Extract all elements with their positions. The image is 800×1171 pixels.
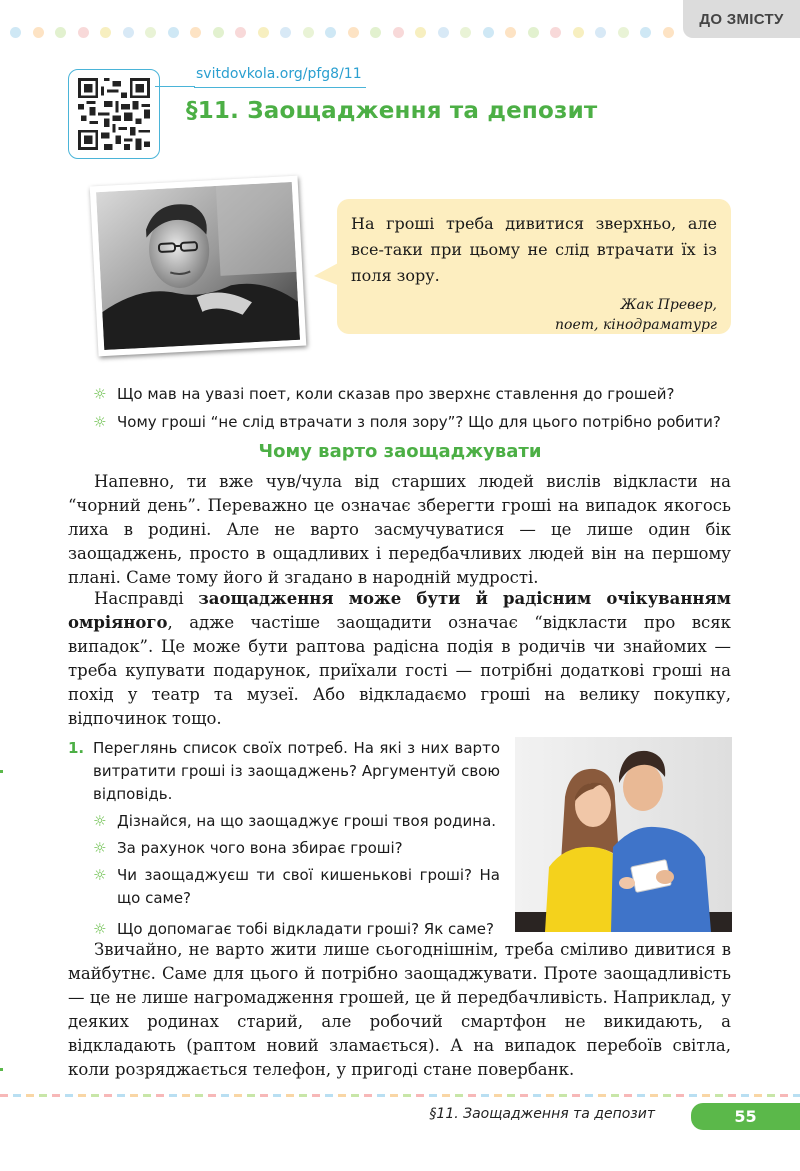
list-item xyxy=(93,382,743,406)
footer-dash xyxy=(26,1094,34,1097)
list-item xyxy=(93,837,500,860)
table-of-contents-link[interactable]: ДО ЗМІСТУ xyxy=(683,0,800,38)
footer-dash xyxy=(0,1094,8,1097)
sun-bullet-icon: ☼ xyxy=(93,839,107,857)
footer-dash xyxy=(234,1094,242,1097)
sun-bullet-icon: ☼ xyxy=(93,812,107,830)
decorative-dot xyxy=(550,27,561,38)
footer-dash xyxy=(585,1094,593,1097)
footer-dash xyxy=(442,1094,450,1097)
decorative-dot xyxy=(33,27,44,38)
decorative-dot xyxy=(618,27,629,38)
page-title: §11. Заощадження та депозит xyxy=(186,98,598,124)
sun-bullet-icon: ☼ xyxy=(93,920,107,938)
footer-dash xyxy=(286,1094,294,1097)
footer-dash xyxy=(39,1094,47,1097)
page-number: 55 xyxy=(691,1103,800,1130)
footer-dash xyxy=(741,1094,749,1097)
teenagers-photo xyxy=(515,737,732,932)
decorative-dot xyxy=(640,27,651,38)
footer-dash xyxy=(312,1094,320,1097)
decorative-dot-row xyxy=(10,27,690,39)
decorative-dot xyxy=(370,27,381,38)
footer-dash xyxy=(78,1094,86,1097)
quote-author-name: Жак Превер, xyxy=(620,297,717,313)
paragraph-3 xyxy=(68,938,731,1082)
paragraph-text: Напевно, ти вже чув/чула від старших людей вислів відкласти на “чорний день”. Переважно це означає зберегти гроші на випадок якогось лиха в родині. Але не варто засмучуватися — це лише один бік заощаджень, просто в ощадливих і передбачливих людей він на першому плані. Саме тому його й згадано в народній мудрості. xyxy=(68,472,731,587)
decorative-dot xyxy=(280,27,291,38)
footer-dash xyxy=(260,1094,268,1097)
sun-bullet-icon: ☼ xyxy=(93,385,107,403)
decorative-dot xyxy=(663,27,674,38)
decorative-dot xyxy=(10,27,21,38)
margin-marker xyxy=(0,770,3,773)
footer-dash xyxy=(338,1094,346,1097)
list-item xyxy=(93,410,743,434)
footer-dash xyxy=(676,1094,684,1097)
paragraph-lead: Насправді xyxy=(94,589,199,608)
footer-dash xyxy=(624,1094,632,1097)
margin-marker xyxy=(0,1068,3,1071)
question-text: Що мав на увазі поет, коли сказав про зверхнє ставлення до грошей? xyxy=(117,385,675,403)
footer-dash xyxy=(416,1094,424,1097)
quote-text: На гроші треба дивитися зверхньо, але все-таки при цьому не слід втрачати їх із поля зору. xyxy=(351,214,717,285)
list-item xyxy=(93,810,500,833)
footer-dash xyxy=(273,1094,281,1097)
footer-dash xyxy=(780,1094,788,1097)
decorative-dot xyxy=(415,27,426,38)
footer-dash xyxy=(754,1094,762,1097)
decorative-dot xyxy=(213,27,224,38)
qr-link[interactable]: svitdovkola.org/pfg8/11 xyxy=(194,66,366,88)
decorative-dot xyxy=(55,27,66,38)
footer-dash xyxy=(117,1094,125,1097)
task-text: Переглянь список своїх потреб. На які з них варто витратити гроші із заощаджень? Аргументуй свою відповідь. xyxy=(93,739,500,803)
decorative-dot xyxy=(348,27,359,38)
footer-dash xyxy=(195,1094,203,1097)
task-item-text: Чи заощаджуєш ти свої кишенькові гроші? На що саме? xyxy=(117,866,500,907)
footer-dash xyxy=(208,1094,216,1097)
task-block xyxy=(68,737,500,941)
decorative-dot xyxy=(190,27,201,38)
footer-dash xyxy=(351,1094,359,1097)
task-item-text: Дізнайся, на що заощаджує гроші твоя родина. xyxy=(117,812,497,830)
footer-dash xyxy=(455,1094,463,1097)
footer-dash xyxy=(377,1094,385,1097)
decorative-dot xyxy=(460,27,471,38)
paragraph-rest: , адже частіше заощадити означає “відкласти про всяк випадок”. Це може бути раптова радісна подія в родичів чи знайомих — треба купувати подарунок, приїхали гості — потрібні додаткові гроші на похід у театр та музеї. Або відкладаємо гроші на велику покупку, відпочинок тощо. xyxy=(68,613,731,728)
footer-dash xyxy=(130,1094,138,1097)
quote-author-role: поет, кінодраматург xyxy=(555,317,717,333)
footer-dash xyxy=(702,1094,710,1097)
footer-dash xyxy=(325,1094,333,1097)
list-item xyxy=(93,864,500,910)
footer-dash xyxy=(91,1094,99,1097)
footer-dash xyxy=(767,1094,775,1097)
footer-dash xyxy=(481,1094,489,1097)
decorative-dot xyxy=(528,27,539,38)
discussion-questions xyxy=(93,382,743,438)
decorative-dot xyxy=(168,27,179,38)
running-footer-title: §11. Заощадження та депозит xyxy=(429,1106,655,1122)
footer-dash xyxy=(546,1094,554,1097)
bold-emphasis: заощадження може бути й радісним очікуванням омріяного xyxy=(68,589,731,632)
footer-dash xyxy=(611,1094,619,1097)
paragraph-1 xyxy=(68,470,731,590)
question-text: Чому гроші “не слід втрачати з поля зору”? Що для цього потрібно робити? xyxy=(117,413,721,431)
footer-dash xyxy=(65,1094,73,1097)
footer-dash xyxy=(364,1094,372,1097)
footer-dash xyxy=(507,1094,515,1097)
paragraph-text xyxy=(68,587,731,731)
decorative-dot xyxy=(483,27,494,38)
footer-dash xyxy=(533,1094,541,1097)
decorative-dot xyxy=(325,27,336,38)
decorative-dot xyxy=(145,27,156,38)
footer-dash xyxy=(793,1094,800,1097)
decorative-dot xyxy=(78,27,89,38)
portrait-image xyxy=(96,182,300,350)
footer-dash xyxy=(559,1094,567,1097)
poet-portrait-photo xyxy=(90,176,307,357)
decorative-dot xyxy=(123,27,134,38)
footer-dash xyxy=(143,1094,151,1097)
footer-dash xyxy=(169,1094,177,1097)
paragraph-2 xyxy=(68,587,731,731)
task-item-text: За рахунок чого вона збирає гроші? xyxy=(117,839,403,857)
qr-code[interactable] xyxy=(68,69,160,159)
sun-bullet-icon: ☼ xyxy=(93,866,107,884)
decorative-dot xyxy=(303,27,314,38)
decorative-dot xyxy=(505,27,516,38)
footer-dash xyxy=(598,1094,606,1097)
footer-dash xyxy=(403,1094,411,1097)
footer-dash xyxy=(299,1094,307,1097)
paragraph-text: Звичайно, не варто жити лише сьогоднішнім, треба сміливо дивитися в майбутнє. Саме для цього й потрібно заощаджувати. Проте заощадливість — це не лише нагромадження грошей, це й передбачливість. Наприклад, у деяких родинах старий, але робочий смартфон не викидають, а відкладають (раптом новий зламається). А на випадок перебоїв світла, коли розряджається телефон, у пригоді стане повербанк. xyxy=(68,940,731,1079)
footer-dashed-divider xyxy=(0,1094,800,1098)
footer-dash xyxy=(104,1094,112,1097)
footer-dash xyxy=(728,1094,736,1097)
sun-bullet-icon: ☼ xyxy=(93,413,107,431)
footer-dash xyxy=(572,1094,580,1097)
qr-connector-line xyxy=(155,86,195,87)
task-number: 1. xyxy=(68,739,85,757)
footer-dash xyxy=(715,1094,723,1097)
footer-dash xyxy=(429,1094,437,1097)
decorative-dot xyxy=(258,27,269,38)
footer-dash xyxy=(156,1094,164,1097)
footer-dash xyxy=(637,1094,645,1097)
decorative-dot xyxy=(595,27,606,38)
qr-code-icon xyxy=(78,78,150,150)
teenagers-image xyxy=(515,737,732,932)
footer-dash xyxy=(663,1094,671,1097)
decorative-dot xyxy=(438,27,449,38)
footer-dash xyxy=(182,1094,190,1097)
decorative-dot xyxy=(100,27,111,38)
footer-dash xyxy=(390,1094,398,1097)
decorative-dot xyxy=(573,27,584,38)
footer-dash xyxy=(221,1094,229,1097)
decorative-dot xyxy=(235,27,246,38)
footer-dash xyxy=(494,1094,502,1097)
footer-dash xyxy=(52,1094,60,1097)
footer-dash xyxy=(247,1094,255,1097)
footer-dash xyxy=(13,1094,21,1097)
footer-dash xyxy=(650,1094,658,1097)
section-heading: Чому варто заощаджувати xyxy=(258,441,542,462)
quote-speech-bubble xyxy=(337,199,731,334)
footer-dash xyxy=(689,1094,697,1097)
task-item-text: Що допомагає тобі відкладати гроші? Як саме? xyxy=(117,920,494,938)
footer-dash xyxy=(520,1094,528,1097)
footer-dash xyxy=(468,1094,476,1097)
decorative-dot xyxy=(393,27,404,38)
